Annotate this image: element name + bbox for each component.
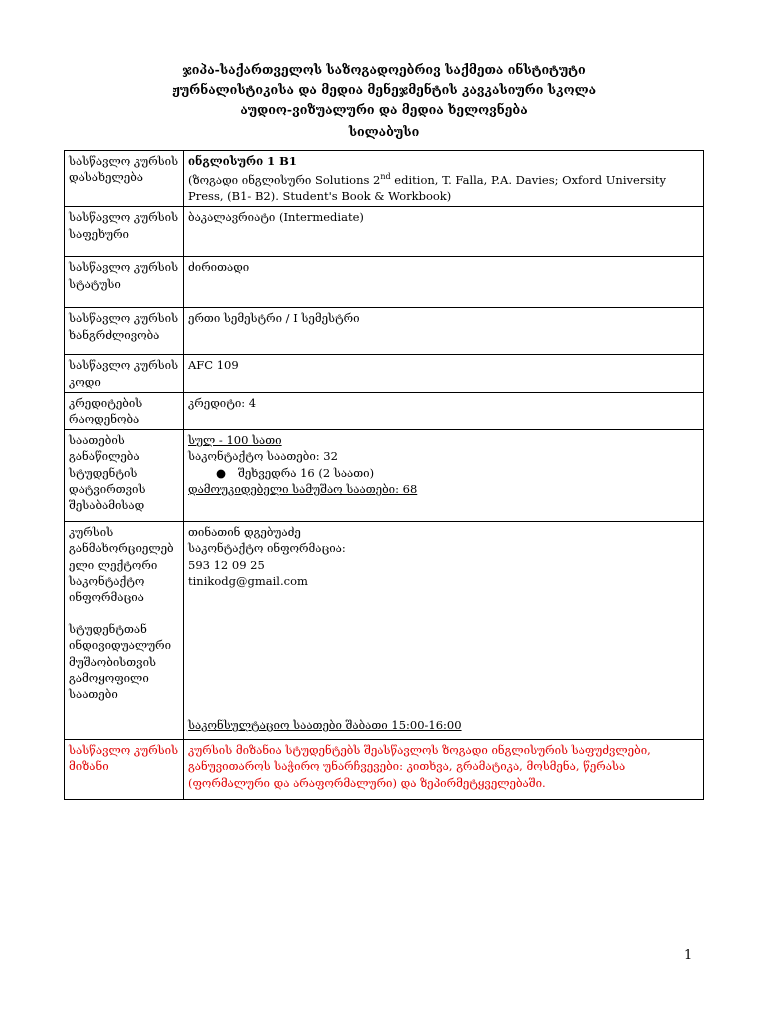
lecturer-name: თინათინ დგებუაძე xyxy=(188,525,301,540)
lecturer-phone: 593 12 09 25 xyxy=(188,557,265,572)
syllabus-table xyxy=(64,150,704,800)
consult-hours: საკონსულტაციო საათები შაბათი 15:00-16:00 xyxy=(188,718,462,733)
lecturer-contact-label: საკონტაქტო ინფორმაცია: xyxy=(188,541,346,556)
institute-name: ჯიპა-საქართველოს საზოგადოებრივ საქმეთა ინსტიტუტი xyxy=(182,62,586,77)
lecturer-email[interactable]: tinikodg@gmail.com xyxy=(188,573,308,588)
value-lecturer xyxy=(184,522,704,740)
hours-contact: საკონტაქტო საათები: 32 xyxy=(188,449,338,464)
hours-meeting-item: ● შეხვედრა 16 (2 საათი) xyxy=(216,465,375,480)
course-description: (ზოგადი ინგლისური Solutions 2nd edition, T. Falla, P.A. Davies; Oxford University Press, (B1- B2). Student's Book & Workbook) xyxy=(188,172,667,204)
row-code xyxy=(65,355,704,392)
program-name: აუდიო-ვიზუალური და მედია ხელოვნება xyxy=(240,102,528,117)
row-duration xyxy=(65,308,704,355)
label-status: სასწავლო კურსის სტატუსი xyxy=(65,257,184,308)
row-hours xyxy=(65,430,704,522)
row-level xyxy=(65,207,704,257)
value-goal: კურსის მიზანია სტუდენტებს შეასწავლოს ზოგადი ინგლისურის საფუძვლები, განუვითაროს საჭირო უნარჩვევები: კითხვა, გრამატიკა, მოსმენა, წერასა (ფორმალური და არაფორმალური) და ზეპირმეტყველებაში. xyxy=(184,740,704,800)
label-credits: კრედიტების რაოდენობა xyxy=(65,392,184,429)
row-course-name xyxy=(65,151,704,207)
value-status: ძირითადი xyxy=(184,257,704,308)
label-goal: სასწავლო კურსის მიზანი xyxy=(65,740,184,800)
row-lecturer xyxy=(65,522,704,740)
label-hours: საათების განაწილება სტუდენტის დატვირთვის შესაბამისად xyxy=(65,430,184,522)
value-code: AFC 109 xyxy=(184,355,704,392)
bullet-icon: ● xyxy=(216,465,227,480)
value-course-name xyxy=(184,151,704,207)
hours-independent: დამოუკიდებელი სამუშაო საათები: 68 xyxy=(188,481,418,496)
hours-total: სულ - 100 სათი xyxy=(188,433,282,448)
row-status xyxy=(65,257,704,308)
document-header xyxy=(0,60,768,120)
value-hours xyxy=(184,430,704,522)
value-duration: ერთი სემესტრი / I სემესტრი xyxy=(184,308,704,355)
row-goal xyxy=(65,740,704,800)
label-lecturer xyxy=(65,522,184,740)
school-name: ჟურნალისტიკისა და მედია მენეჯმენტის კავკასიური სკოლა xyxy=(171,82,597,97)
value-level: ბაკალავრიატი (Intermediate) xyxy=(184,207,704,257)
row-credits xyxy=(65,392,704,429)
label-consult-hours: სტუდენტთან ინდივიდუალური მუშაობისთვის გამოყოფილი საათები xyxy=(69,622,172,702)
label-lecturer-contact: კურსის განმახორციელებელი ლექტორი საკონტაქტო ინფორმაცია xyxy=(69,525,174,605)
syllabus-title: სილაბუსი xyxy=(348,124,420,139)
page-number: 1 xyxy=(684,948,693,963)
label-duration: სასწავლო კურსის ხანგრძლივობა xyxy=(65,308,184,355)
course-title: ინგლისური 1 B1 xyxy=(188,154,297,168)
label-course-name: სასწავლო კურსის დასახელება xyxy=(65,151,184,207)
label-code: სასწავლო კურსის კოდი xyxy=(65,355,184,392)
label-level: სასწავლო კურსის საფეხური xyxy=(65,207,184,257)
value-credits: კრედიტი: 4 xyxy=(184,392,704,429)
